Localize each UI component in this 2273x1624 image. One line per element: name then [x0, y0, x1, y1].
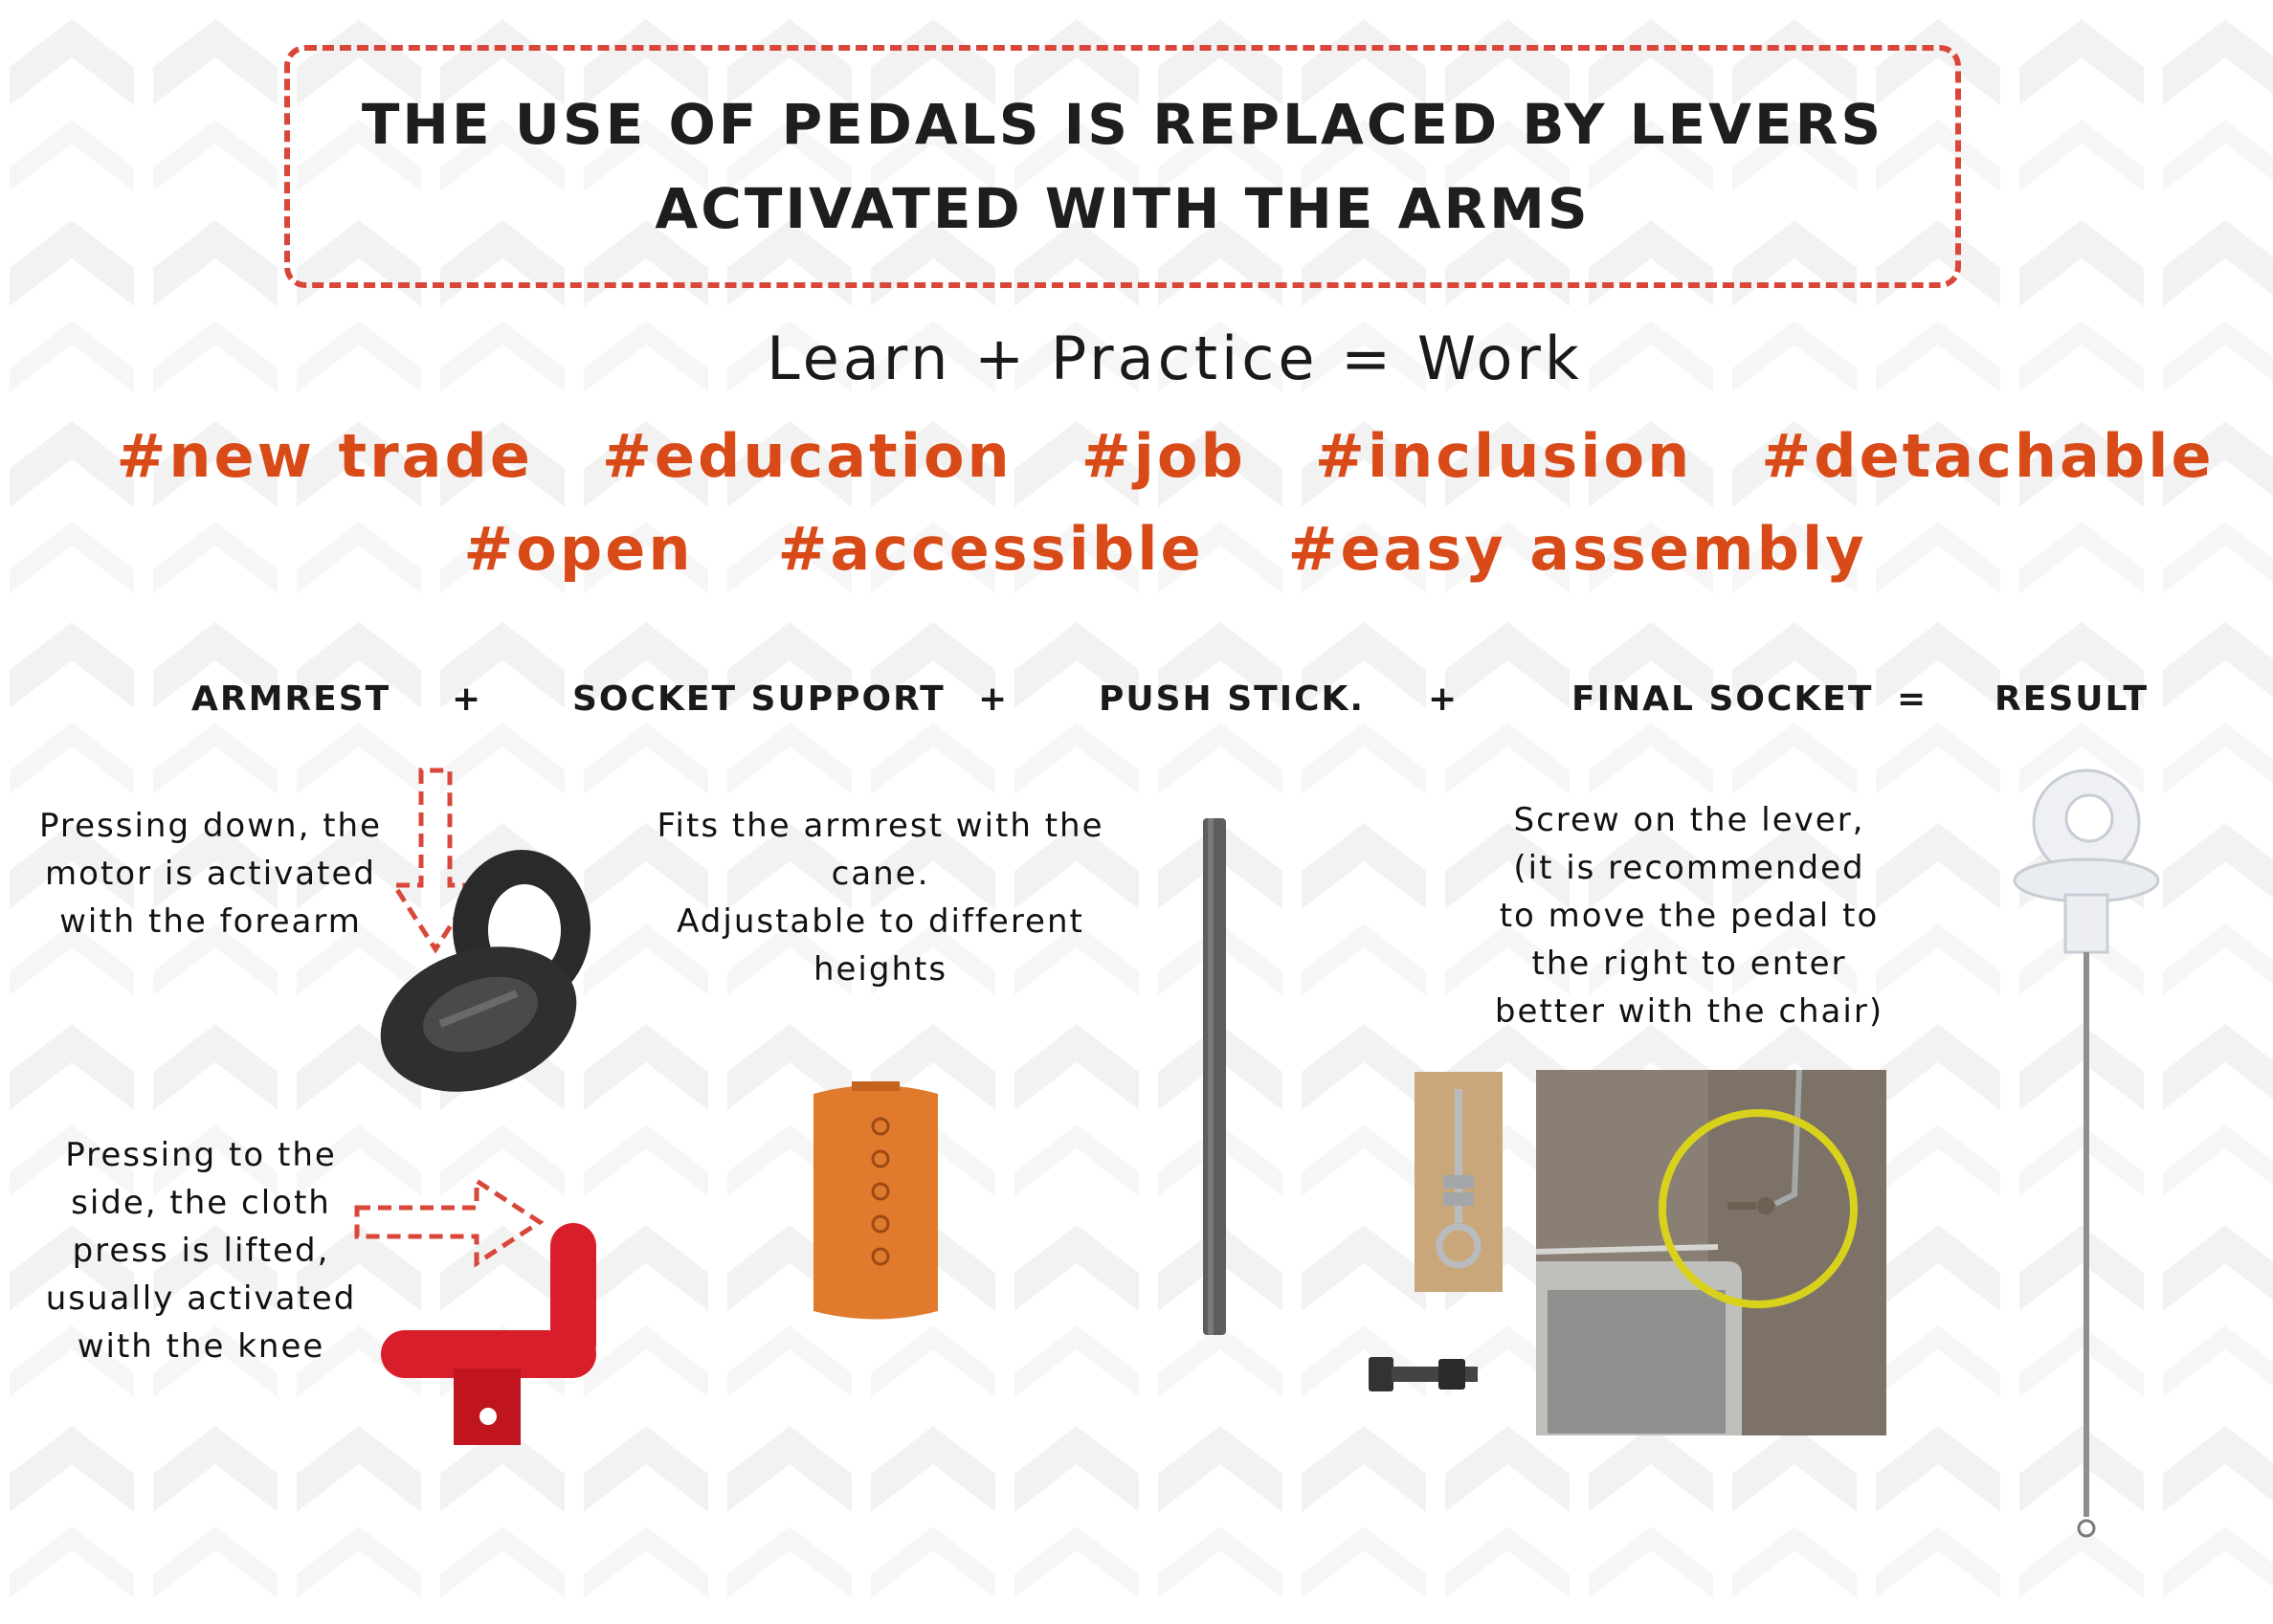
knee-lever-image: [373, 1215, 613, 1455]
description-line: side, the cloth: [71, 1184, 331, 1222]
description-line: heights: [813, 950, 948, 989]
label-result: RESULT: [1994, 679, 2150, 719]
hashtag: #accessible: [777, 514, 1204, 584]
description-line: Screw on the lever,: [1513, 801, 1865, 839]
description-line: cane.: [831, 855, 930, 893]
hashtag: #detachable: [1761, 421, 2215, 491]
eye-bolt-photo: [1415, 1072, 1503, 1292]
socket-support-image: [809, 1077, 943, 1330]
final-socket-description: [1483, 796, 1895, 1035]
equation-heading: Learn + Practice = Work: [767, 323, 1583, 393]
socket-support-description: [632, 802, 1129, 993]
hashtag: #new trade: [116, 421, 533, 491]
result-lever-image: [2010, 756, 2163, 1550]
armrest-side-description: [29, 1131, 373, 1370]
description-line: Pressing to the: [65, 1136, 337, 1174]
title-box: [284, 45, 1961, 288]
label-final-socket: FINAL SOCKET: [1571, 679, 1874, 719]
hex-bolt-image: [1367, 1349, 1486, 1397]
armrest-ring-image: [373, 842, 613, 1101]
title-line-2: ACTIVATED WITH THE ARMS: [655, 176, 1591, 241]
plus-sign: +: [978, 679, 1010, 719]
description-line: (it is recommended: [1513, 849, 1865, 887]
description-line: with the forearm: [59, 902, 362, 941]
hashtag: #easy assembly: [1287, 514, 1867, 584]
title-line-1: THE USE OF PEDALS IS REPLACED BY LEVERS: [361, 92, 1884, 157]
equals-sign: =: [1897, 679, 1928, 719]
push-stick-image: [1192, 813, 1239, 1340]
hashtags-row-1: [0, 421, 2273, 491]
armrest-down-description: [29, 802, 392, 945]
description-line: the right to enter: [1531, 945, 1847, 983]
description-line: Pressing down, the: [38, 807, 383, 845]
hashtag: #inclusion: [1314, 421, 1693, 491]
description-line: press is lifted,: [72, 1232, 330, 1270]
description-line: with the knee: [77, 1327, 325, 1366]
description-line: usually activated: [45, 1279, 357, 1318]
plus-sign: +: [452, 679, 483, 719]
plus-sign: +: [1428, 679, 1460, 719]
description-line: to move the pedal to: [1499, 897, 1880, 935]
hashtag: #job: [1081, 421, 1246, 491]
hashtag: #education: [601, 421, 1013, 491]
description-line: Adjustable to different: [677, 902, 1084, 941]
hashtags-row-2: [0, 514, 2273, 584]
label-armrest: ARMREST: [191, 679, 391, 719]
description-line: Fits the armrest with the: [657, 807, 1104, 845]
label-push-stick: PUSH STICK.: [1099, 679, 1366, 719]
hashtag: #open: [463, 514, 694, 584]
description-line: better with the chair): [1494, 992, 1884, 1031]
label-socket-support: SOCKET SUPPORT: [572, 679, 946, 719]
description-line: motor is activated: [45, 855, 376, 893]
final-socket-photo: [1536, 1070, 1886, 1435]
